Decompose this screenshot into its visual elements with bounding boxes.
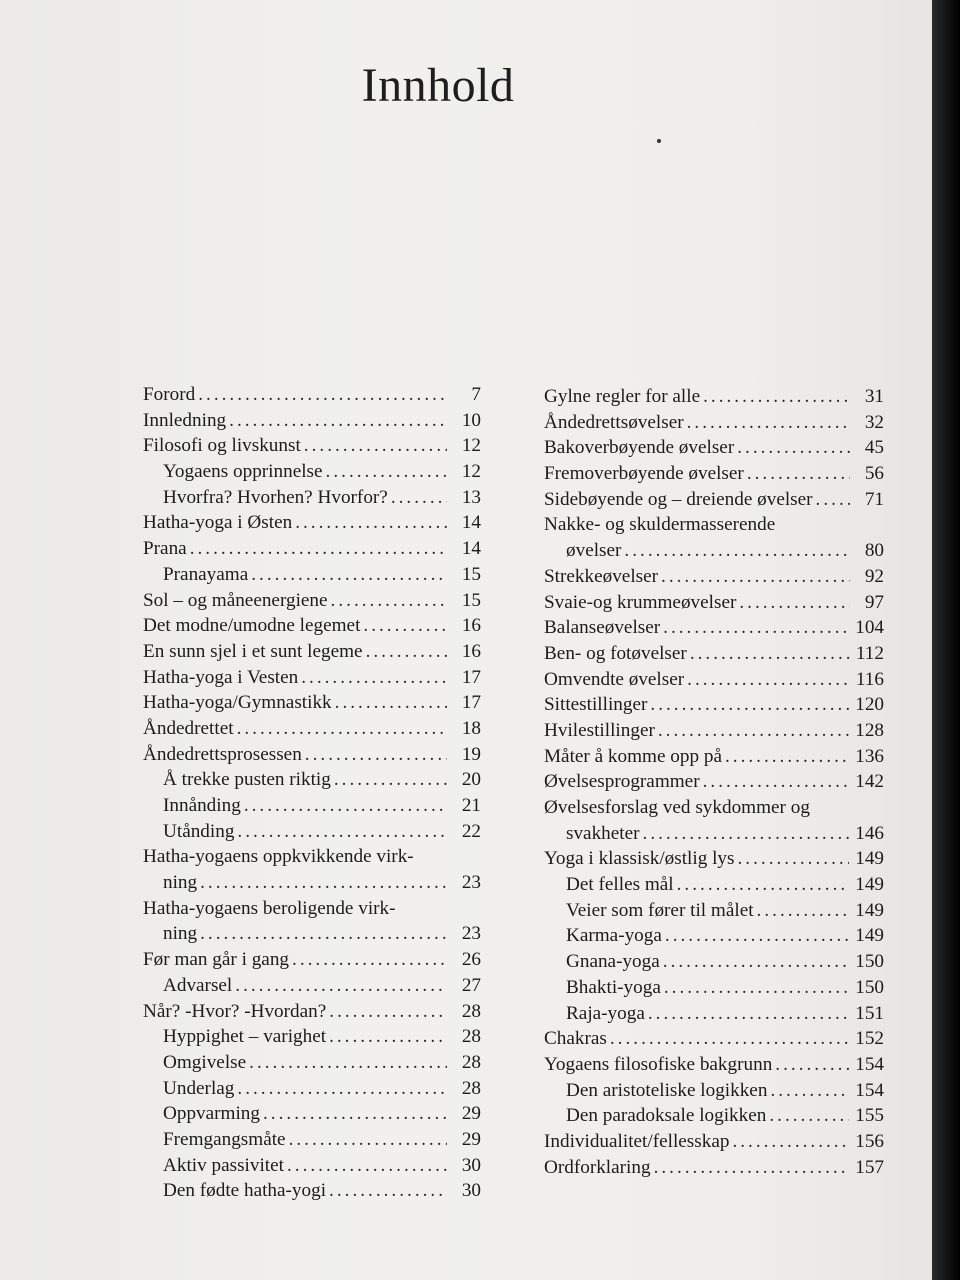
dot-leader [200,921,447,947]
toc-entry-page: 155 [855,1105,884,1127]
toc-entry-label: Oppvarming [163,1103,260,1125]
toc-entry [143,1101,481,1127]
dot-leader [249,1050,447,1076]
toc-entry [143,665,481,691]
toc-entry-page: 56 [864,463,884,485]
toc-entry-label: Hatha-yoga i Østen [143,512,293,534]
toc-entry-label: ning [163,872,198,894]
toc-entry-page: 128 [855,719,884,741]
toc-entry [544,667,884,693]
toc-entry [143,613,481,639]
toc-entry [143,562,481,588]
toc-entry-page: 10 [461,409,481,431]
toc-entry [143,973,481,999]
toc-entry [143,896,481,922]
page-title: Innhold [361,59,515,112]
dot-leader [251,562,447,588]
dot-leader [363,613,447,639]
dot-leader [725,744,849,770]
toc-entry [143,844,481,870]
toc-entry-label: Den fødte hatha-yogi [163,1180,327,1202]
dot-leader [703,384,850,410]
toc-entry-label: Omgivelse [163,1051,247,1073]
toc-entry-page: 13 [461,486,481,508]
toc-entry [544,872,884,898]
toc-entry-label: Hyppighet – varighet [163,1026,327,1048]
dot-leader [654,1155,850,1181]
toc-entry-page: 17 [461,666,481,688]
toc-entry-label: Yoga i klassisk/østlig lys [544,848,735,870]
toc-entry [544,461,884,487]
dot-leader [770,1078,849,1104]
toc-entry [544,1052,884,1078]
toc-entry [143,819,481,845]
print-speck [657,139,661,143]
toc-entry-label: Raja-yoga [566,1002,645,1024]
toc-entry-label: Balanseøvelser [544,617,661,639]
toc-entry-page: 19 [461,743,481,765]
toc-entry [544,975,884,1001]
toc-entry-label: Veier som fører til målet [566,899,754,921]
toc-entry-page: 22 [461,820,481,842]
dot-leader [610,1026,849,1052]
toc-entry-page: 97 [864,591,884,613]
dot-leader [335,690,447,716]
dot-leader [326,459,447,485]
dot-leader [677,872,850,898]
dot-leader [658,718,849,744]
toc-entry-label: Innånding [163,795,241,816]
dot-leader [703,769,850,795]
toc-entry-label: Øvelsesprogrammer [544,771,700,793]
toc-entry [143,1024,481,1050]
toc-entry-label: Måter å komme opp på [544,745,722,767]
toc-entry-label: Forord [143,384,196,405]
toc-entry-page: 23 [461,923,481,945]
toc-entry [143,999,481,1025]
dot-leader [624,538,850,564]
toc-entry [544,744,884,770]
toc-entry-page: 31 [864,386,884,407]
toc-entry-label: Yogaens filosofiske bakgrunn [544,1053,773,1075]
toc-entry [143,510,481,536]
toc-entry-label: Fremoverbøyende øvelser [544,463,744,485]
dot-leader [237,1076,447,1102]
toc-entry-page: 30 [461,1180,481,1202]
toc-entry-page: 16 [461,615,481,637]
toc-entry-page: 21 [461,795,481,816]
toc-entry [143,793,481,819]
dot-leader [738,846,850,872]
toc-entry-page: 16 [461,640,481,662]
toc-entry-label: Yogaens opprinnelse [163,461,323,483]
toc-entry [544,692,884,718]
toc-entry-page: 146 [855,822,884,844]
toc-entry-label: En sunn sjel i et sunt legeme [143,640,363,662]
toc-entry [143,459,481,485]
toc-entry-page: 136 [855,745,884,767]
dot-leader [366,639,447,665]
toc-entry [544,1103,884,1129]
toc-entry-page: 7 [471,384,481,405]
toc-entry-page: 154 [855,1079,884,1101]
toc-entry [143,1076,481,1102]
toc-entry-label: Gylne regler for alle [544,386,701,407]
toc-entry [544,821,884,847]
toc-entry [143,588,481,614]
toc-entry [544,846,884,872]
toc-entry-label: Utånding [163,820,235,842]
toc-entry-label: Hvilestillinger [544,719,655,741]
dot-leader [663,949,849,975]
toc-entry [143,1153,481,1179]
toc-entry [143,716,481,742]
dot-leader [334,767,447,793]
toc-entry-label: Det modne/umodne legemet [143,615,361,637]
toc-entry-label: Den aristoteliske logikken [566,1079,768,1101]
toc-entry [143,536,481,562]
toc-entry-page: 28 [461,1051,481,1073]
toc-entry [544,538,884,564]
toc-entry-label: Filosofi og livskunst [143,435,301,457]
toc-entry-page: 112 [855,642,884,664]
dot-leader [769,1103,849,1129]
dot-leader [650,692,849,718]
toc-entry-label: Omvendte øvelser [544,668,685,690]
dot-leader [292,947,447,973]
toc-entry-label: Øvelsesforslag ved sykdommer og [544,797,810,818]
toc-entry [544,923,884,949]
dot-leader [816,487,850,513]
toc-entry [544,410,884,436]
dot-leader [329,999,447,1025]
toc-entry [544,795,884,821]
toc-entry-page: 18 [461,717,481,739]
dot-leader [391,485,447,511]
toc-entry [544,718,884,744]
toc-entry [544,769,884,795]
toc-entry-page: 28 [461,1077,481,1099]
toc-entry-page: 149 [855,925,884,947]
toc-entry-label: øvelser [566,540,622,562]
dot-leader [739,590,850,616]
toc-entry-label: Fremgangsmåte [163,1128,286,1150]
dot-leader [190,536,447,562]
toc-entry-page: 23 [461,872,481,894]
dot-leader [237,716,447,742]
toc-entry-page: 28 [461,1026,481,1048]
toc-entry-page: 157 [855,1156,884,1178]
toc-entry-label: Åndedrettsøvelser [544,411,684,433]
toc-entry-label: Å trekke pusten riktig [163,769,331,791]
toc-entry-label: Aktiv passivitet [163,1154,284,1176]
toc-entry [544,435,884,461]
toc-entry-page: 15 [461,563,481,585]
dot-leader [198,382,447,408]
toc-entry-label: Sol – og måneenergiene [143,589,328,611]
toc-entry [544,564,884,590]
dot-leader [331,588,447,614]
toc-entry [143,921,481,947]
toc-entry-label: Når? -Hvor? -Hvordan? [143,1000,327,1022]
toc-entry-label: Nakke- og skuldermasserende [544,514,776,536]
toc-entry-label: Gnana-yoga [566,951,660,973]
toc-entry-label: Karma-yoga [566,925,662,947]
dot-leader [305,742,447,768]
toc-entry-label: Underlag [163,1077,235,1099]
toc-entry-label: Ordforklaring [544,1156,651,1178]
toc-entry-page: 150 [855,976,884,998]
toc-entry-page: 149 [855,899,884,921]
toc-entry-label: Hvorfra? Hvorhen? Hvorfor? [163,486,388,508]
dot-leader [661,564,850,590]
toc-entry-label: Pranayama [163,563,249,585]
toc-entry-label: Sidebøyende og – dreiende øvelser [544,488,813,510]
toc-entry [143,639,481,665]
toc-entry-label: Hatha-yogaens beroligende virk- [143,897,396,919]
dot-leader [295,510,447,536]
toc-entry-label: Hatha-yoga i Vesten [143,666,299,688]
dot-leader [200,870,447,896]
toc-right-column [544,384,884,1180]
toc-entry-page: 17 [461,692,481,714]
toc-entry-label: Åndedrettsprosessen [143,743,302,765]
toc-entry-page: 149 [855,848,884,870]
toc-entry [143,742,481,768]
toc-entry [143,870,481,896]
toc-entry-page: 12 [461,435,481,457]
toc-entry [544,590,884,616]
dot-leader [643,821,850,847]
dot-leader [690,641,850,667]
toc-entry-label: Innledning [143,409,227,431]
toc-entry-page: 26 [461,949,481,971]
toc-entry-label: Hatha-yogaens oppkvikkende virk- [143,846,414,868]
dot-leader [663,615,849,641]
toc-entry-page: 149 [855,874,884,896]
toc-entry-label: ning [163,923,198,945]
toc-entry [544,1026,884,1052]
toc-entry-page: 27 [461,974,481,996]
dot-leader [301,665,447,691]
dot-leader [664,975,849,1001]
toc-entry-page: 142 [855,771,884,793]
dot-leader [329,1024,447,1050]
toc-entry-page: 30 [461,1154,481,1176]
toc-entry-label: Chakras [544,1028,607,1050]
toc-entry-label: Prana [143,538,187,560]
toc-entry-page: 12 [461,461,481,483]
toc-entry [544,1155,884,1181]
toc-entry-page: 29 [461,1128,481,1150]
toc-entry-page: 154 [855,1053,884,1075]
dot-leader [289,1127,447,1153]
dot-leader [244,793,447,819]
toc-entry-page: 71 [864,488,884,510]
toc-entry [544,512,884,538]
dot-leader [237,819,447,845]
dot-leader [747,461,850,487]
toc-entry-label: Den paradoksale logikken [566,1105,767,1127]
toc-entry [544,615,884,641]
toc-entry-page: 150 [855,951,884,973]
toc-entry-page: 14 [461,512,481,534]
toc-entry [143,767,481,793]
toc-entry [143,1178,481,1204]
toc-entry-page: 80 [864,540,884,562]
toc-entry-page: 14 [461,538,481,560]
toc-entry [143,690,481,716]
dot-leader [687,667,850,693]
toc-entry-label: Bhakti-yoga [566,976,661,998]
toc-entry-page: 152 [855,1028,884,1050]
dot-leader [229,408,447,434]
toc-entry-label: Advarsel [163,974,233,996]
book-edge [932,0,960,1280]
toc-entry [143,485,481,511]
toc-entry-label: Strekkeøvelser [544,565,659,587]
dot-leader [737,435,850,461]
toc-entry [143,408,481,434]
toc-entry [544,384,884,410]
toc-entry-label: Ben- og fotøvelser [544,642,687,664]
toc-entry-page: 151 [855,1002,884,1024]
toc-entry-page: 32 [864,411,884,433]
dot-leader [775,1052,849,1078]
dot-leader [757,898,850,924]
dot-leader [687,410,850,436]
toc-entry-page: 104 [855,617,884,639]
toc-entry-label: Før man går i gang [143,949,290,971]
dot-leader [665,923,849,949]
toc-entry-label: Individualitet/fellesskap [544,1130,730,1152]
toc-entry-label: Det felles mål [566,874,674,896]
toc-entry [143,947,481,973]
toc-entry-page: 45 [864,437,884,459]
toc-entry-label: Hatha-yoga/Gymnastikk [143,692,332,714]
toc-entry-label: Bakoverbøyende øvelser [544,437,735,459]
toc-entry-page: 120 [855,694,884,716]
toc-entry-label: Sittestillinger [544,694,648,716]
toc-entry-page: 116 [855,668,884,690]
toc-entry-label: Åndedrettet [143,717,234,739]
toc-entry [544,487,884,513]
toc-left-column [143,382,481,1204]
dot-leader [732,1129,849,1155]
toc-entry-page: 29 [461,1103,481,1125]
dot-leader [304,433,447,459]
toc-entry-page: 28 [461,1000,481,1022]
toc-entry-page: 92 [864,565,884,587]
toc-entry [544,641,884,667]
toc-entry-page: 20 [461,769,481,791]
dot-leader [235,973,447,999]
dot-leader [329,1178,447,1204]
toc-entry [544,1001,884,1027]
toc-entry [544,898,884,924]
dot-leader [263,1101,447,1127]
toc-entry-page: 156 [855,1130,884,1152]
toc-entry [143,433,481,459]
toc-entry-page: 15 [461,589,481,611]
toc-entry [143,1050,481,1076]
toc-entry [544,1078,884,1104]
toc-entry [143,382,481,408]
toc-entry-label: Svaie-og krummeøvelser [544,591,737,613]
toc-entry [544,949,884,975]
toc-entry [544,1129,884,1155]
toc-entry-label: svakheter [566,822,640,844]
dot-leader [287,1153,447,1179]
toc-entry [143,1127,481,1153]
dot-leader [648,1001,849,1027]
